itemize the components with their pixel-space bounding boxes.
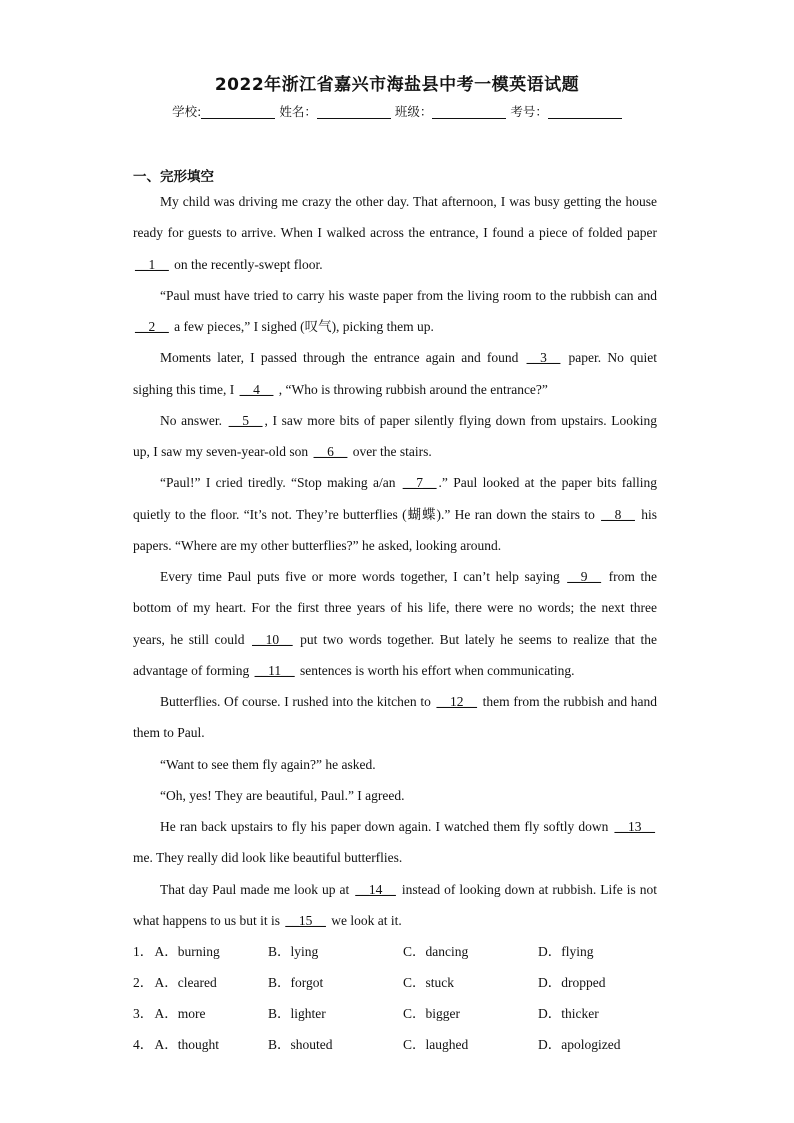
paragraph — [133, 405, 657, 468]
text: Moments later, I passed through the entrance again and found — [160, 350, 525, 366]
blank-9: __9__ — [567, 569, 602, 584]
paragraph — [133, 686, 657, 749]
text: , “Who is throwing rubbish around the entrance?” — [275, 381, 548, 397]
text: , I saw more bits of paper silently flying down from upstairs. Looking up, I saw my seven-year-old son — [133, 412, 657, 459]
text: My child was driving me crazy the other day. That afternoon, I was busy getting the house ready for guests to arrive. When I walked across the entrance, I found a piece of folded paper — [133, 194, 657, 241]
text: He ran back upstairs to fly his paper down again. I watched them fly softly down — [160, 819, 613, 834]
question-number: 2． — [133, 974, 154, 990]
class-blank[interactable] — [432, 105, 506, 119]
answer-options — [133, 934, 673, 1059]
text: instead of looking down at rubbish. Life is not what happens to us but it is — [133, 881, 658, 928]
text: put two words together. But lately he seems to realize that the advantage of forming — [133, 631, 657, 678]
text: “Paul must have tried to carry his waste paper from the living room to the rubbish can and — [160, 287, 657, 303]
option-c[interactable]: C．laughed — [403, 1037, 469, 1053]
blank-12: __12__ — [436, 694, 477, 709]
blank-5: __5__ — [228, 412, 263, 428]
paragraph — [133, 186, 657, 280]
option-b[interactable]: B．lying — [268, 943, 319, 959]
option-d[interactable]: D．apologized — [538, 1037, 621, 1053]
text: his papers. “Where are my other butterflies?” he asked, looking around. — [133, 506, 657, 553]
name-label: 姓名： — [279, 104, 317, 119]
text: them from the rubbish and hand them to Paul. — [133, 694, 657, 741]
option-c[interactable]: C．dancing — [403, 943, 469, 959]
class-label: 班级： — [394, 104, 433, 119]
blank-1: __1__ — [135, 256, 169, 272]
option-d[interactable]: D．thicker — [538, 1006, 599, 1022]
option-a[interactable]: A．cleared — [154, 974, 217, 990]
option-a[interactable]: A．thought — [154, 1037, 220, 1053]
text: “Paul!” I cried tiredly. “Stop making a/an — [160, 475, 401, 491]
blank-15: __15__ — [285, 912, 326, 928]
cloze-passage — [133, 186, 657, 936]
paragraph — [133, 280, 657, 343]
question-options-row — [133, 965, 673, 996]
id-blank[interactable] — [548, 105, 622, 119]
text: we look at it. — [327, 912, 402, 928]
section-heading: 一、完形填空 — [133, 169, 214, 185]
text: on the recently-swept floor. — [170, 256, 323, 272]
paragraph — [133, 467, 657, 561]
option-a[interactable]: A．more — [154, 1006, 206, 1022]
text: .” Paul looked at the paper bits falling quietly to the floor. “It’s not. They’re butterflies (蝴蝶).” He ran down the stairs to — [133, 475, 657, 522]
option-b[interactable]: B．forgot — [268, 974, 324, 990]
blank-14: __14__ — [355, 881, 396, 897]
paragraph — [133, 342, 657, 405]
page-title: 2022年浙江省嘉兴市海盐县中考一模英语试题 — [214, 75, 580, 95]
text: from the bottom of my heart. For the first three years of his life, there were no words; the next three years, he still could — [133, 569, 657, 647]
option-b[interactable]: B．lighter — [268, 1006, 326, 1022]
option-a[interactable]: A．burning — [154, 943, 220, 959]
question-options-row — [133, 997, 673, 1028]
id-label: 考号： — [510, 104, 548, 119]
paragraph — [133, 811, 657, 874]
blank-2: __2__ — [135, 319, 169, 334]
option-c[interactable]: C．stuck — [403, 974, 455, 990]
option-d[interactable]: D．flying — [538, 943, 594, 959]
name-blank[interactable] — [317, 105, 391, 119]
question-number: 1． — [133, 943, 154, 959]
question-options-row — [133, 1028, 673, 1059]
blank-8: __8__ — [601, 506, 635, 522]
question-options-row — [133, 934, 673, 965]
text: paper. No quiet sighing this time, I — [133, 350, 658, 397]
text: me. They really did look like beautiful butterflies. — [133, 850, 403, 866]
paragraph — [133, 874, 657, 937]
option-b[interactable]: B．shouted — [268, 1037, 333, 1053]
text: over the stairs. — [349, 444, 432, 459]
question-number: 3． — [133, 1006, 154, 1022]
school-blank[interactable] — [201, 105, 275, 119]
text: a few pieces,” I sighed (叹气), picking them up. — [170, 319, 434, 334]
school-label: 学校: — [172, 104, 202, 119]
text: sentences is worth his effort when communicating. — [296, 662, 575, 678]
text: Butterflies. Of course. I rushed into the kitchen to — [160, 694, 435, 709]
paragraph: “Want to see them fly again?” he asked. — [160, 756, 376, 772]
paragraph: “Oh, yes! They are beautiful, Paul.” I agreed. — [160, 787, 405, 803]
question-number: 4． — [133, 1037, 154, 1053]
text: No answer. — [160, 412, 227, 428]
paragraph — [133, 561, 657, 686]
text: Every time Paul puts five or more words together, I can’t help saying — [160, 569, 566, 584]
blank-13: __13__ — [614, 819, 655, 834]
blank-11: __11__ — [254, 662, 295, 678]
student-info-line — [0, 102, 794, 120]
option-d[interactable]: D．dropped — [538, 974, 606, 990]
option-c[interactable]: C．bigger — [403, 1006, 460, 1022]
blank-3: __3__ — [526, 350, 561, 366]
blank-7: __7__ — [402, 475, 437, 491]
blank-4: __4__ — [239, 381, 274, 397]
blank-10: __10__ — [252, 631, 293, 647]
text: That day Paul made me look up at — [160, 881, 354, 897]
blank-6: __6__ — [313, 444, 348, 459]
